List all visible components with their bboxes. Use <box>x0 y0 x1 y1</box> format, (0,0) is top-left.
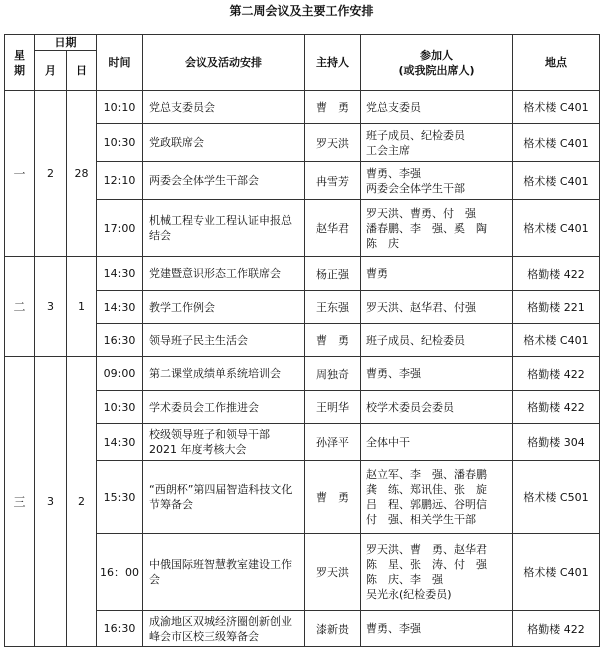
attendees-text: 全体中干 <box>366 435 410 449</box>
time-cell: 12:10 <box>97 162 143 200</box>
location-cell: 格勤楼 422 <box>513 257 600 291</box>
topic-cell <box>143 162 305 200</box>
attendees-text: 赵立军、李 强、潘春鹏 龚 练、郑讯佳、张 旋 吕 程、郭鹏远、谷明信 付 强、相关学生干部 <box>366 468 487 526</box>
time-cell: 14:30 <box>97 257 143 291</box>
host-cell: 罗天洪 <box>305 124 361 162</box>
attendees-text: 曹勇、李强 <box>366 367 421 380</box>
header-topic: 会议及活动安排 <box>143 35 305 91</box>
topic-cell <box>143 424 305 461</box>
day-cell: 2 <box>67 357 97 647</box>
weekday-cell: 三 <box>5 357 35 647</box>
attendees-cell <box>361 424 513 461</box>
time-cell: 14:30 <box>97 291 143 324</box>
month-cell: 3 <box>35 357 67 647</box>
schedule-row <box>5 357 600 391</box>
attendees-text: 校学术委员会委员 <box>366 400 454 414</box>
location-cell: 格术楼 C401 <box>513 324 600 357</box>
time-cell: 10:10 <box>97 91 143 124</box>
attendees-cell <box>361 611 513 647</box>
time-cell: 16:30 <box>97 611 143 647</box>
topic-cell <box>143 611 305 647</box>
topic-text: 党政联席会 <box>149 136 204 149</box>
topic-cell <box>143 534 305 611</box>
header-month: 月 <box>35 51 67 91</box>
schedule-table <box>4 34 600 647</box>
time-cell: 10:30 <box>97 391 143 424</box>
topic-text: 机械工程专业工程认证申报总结会 <box>149 214 292 242</box>
host-cell: 漆新贵 <box>305 611 361 647</box>
attendees-cell <box>361 461 513 534</box>
topic-cell <box>143 291 305 324</box>
topic-text: 党总支委员会 <box>149 100 215 114</box>
header-host: 主持人 <box>305 35 361 91</box>
host-cell: 孙泽平 <box>305 424 361 461</box>
time-cell: 15:30 <box>97 461 143 534</box>
attendees-cell <box>361 124 513 162</box>
header-weekday: 星 期 <box>5 35 35 91</box>
host-cell: 王明华 <box>305 391 361 424</box>
topic-cell <box>143 200 305 257</box>
header-time: 时间 <box>97 35 143 91</box>
header-day: 日 <box>67 51 97 91</box>
attendees-text: 曹勇、李强 <box>366 622 421 635</box>
attendees-cell <box>361 257 513 291</box>
topic-text: 成渝地区双城经济圈创新创业峰会市区校三级筹备会 <box>149 614 292 643</box>
topic-cell <box>143 124 305 162</box>
location-cell: 格术楼 C401 <box>513 534 600 611</box>
location-cell: 格勤楼 221 <box>513 291 600 324</box>
host-cell: 曹 勇 <box>305 461 361 534</box>
header-row-top <box>5 35 600 51</box>
attendees-text: 党总支委员 <box>366 100 421 114</box>
host-cell: 罗天洪 <box>305 534 361 611</box>
location-cell: 格勤楼 422 <box>513 357 600 391</box>
location-cell: 格勤楼 422 <box>513 391 600 424</box>
attendees-cell <box>361 200 513 257</box>
host-cell: 杨正强 <box>305 257 361 291</box>
location-cell: 格勤楼 304 <box>513 424 600 461</box>
attendees-text: 罗天洪、曹 勇、赵华君 陈 星、张 涛、付 强 陈 庆、李 强 吴光永(纪检委员) <box>366 543 487 601</box>
topic-text: 第二课堂成绩单系统培训会 <box>149 367 281 380</box>
day-cell: 1 <box>67 257 97 357</box>
location-cell: 格术楼 C401 <box>513 162 600 200</box>
header-attendees: 参加人 (或我院出席人) <box>361 35 513 91</box>
topic-text: 学术委员会工作推进会 <box>149 400 259 414</box>
page-title: 第二周会议及主要工作安排 <box>229 4 374 18</box>
topic-cell <box>143 357 305 391</box>
schedule-body <box>5 91 600 647</box>
time-cell: 14:30 <box>97 424 143 461</box>
attendees-cell <box>361 162 513 200</box>
weekday-cell: 二 <box>5 257 35 357</box>
attendees-text: 班子成员、纪检委员 <box>366 333 465 347</box>
host-cell: 曹 勇 <box>305 91 361 124</box>
location-cell: 格术楼 C401 <box>513 124 600 162</box>
location-cell: 格术楼 C401 <box>513 91 600 124</box>
month-cell: 3 <box>35 257 67 357</box>
topic-text: 中俄国际班智慧教室建设工作会 <box>149 558 292 586</box>
topic-cell <box>143 391 305 424</box>
time-cell: 09:00 <box>97 357 143 391</box>
time-cell: 10:30 <box>97 124 143 162</box>
host-cell: 王东强 <box>305 291 361 324</box>
attendees-text: 罗天洪、赵华君、付强 <box>366 300 476 314</box>
topic-cell <box>143 461 305 534</box>
host-cell: 赵华君 <box>305 200 361 257</box>
topic-text: 领导班子民主生活会 <box>149 333 248 347</box>
attendees-text: 曹勇 <box>366 267 388 280</box>
topic-text: 两委会全体学生干部会 <box>149 174 259 187</box>
host-cell: 周独奇 <box>305 357 361 391</box>
location-cell: 格术楼 C401 <box>513 200 600 257</box>
schedule-row <box>5 91 600 124</box>
attendees-text: 罗天洪、曹勇、付 强 潘春鹏、李 强、奚 陶 陈 庆 <box>366 206 487 250</box>
topic-text: 党建暨意识形态工作联席会 <box>149 267 281 280</box>
topic-cell <box>143 324 305 357</box>
attendees-cell <box>361 91 513 124</box>
attendees-cell <box>361 291 513 324</box>
weekday-cell: 一 <box>5 91 35 257</box>
topic-text: 教学工作例会 <box>149 300 215 314</box>
topic-cell <box>143 257 305 291</box>
schedule-row <box>5 257 600 291</box>
attendees-cell <box>361 324 513 357</box>
attendees-text: 曹勇、李强 两委会全体学生干部 <box>366 166 465 195</box>
host-cell: 曹 勇 <box>305 324 361 357</box>
time-cell: 17:00 <box>97 200 143 257</box>
topic-text: 校级领导班子和领导干部 2021 年度考核大会 <box>149 428 270 456</box>
topic-text: “西朗杯”第四届智造科技文化节筹备会 <box>149 483 293 511</box>
location-cell: 格术楼 C501 <box>513 461 600 534</box>
header-date-group: 日期 <box>35 35 97 51</box>
header-location: 地点 <box>513 35 600 91</box>
host-cell: 冉雪芳 <box>305 162 361 200</box>
month-cell: 2 <box>35 91 67 257</box>
time-cell: 16:30 <box>97 324 143 357</box>
attendees-cell <box>361 357 513 391</box>
attendees-cell <box>361 534 513 611</box>
topic-cell <box>143 91 305 124</box>
time-cell: 16：00 <box>97 534 143 611</box>
day-cell: 28 <box>67 91 97 257</box>
attendees-text: 班子成员、纪检委员 工会主席 <box>366 128 465 157</box>
location-cell: 格勤楼 422 <box>513 611 600 647</box>
attendees-cell <box>361 391 513 424</box>
